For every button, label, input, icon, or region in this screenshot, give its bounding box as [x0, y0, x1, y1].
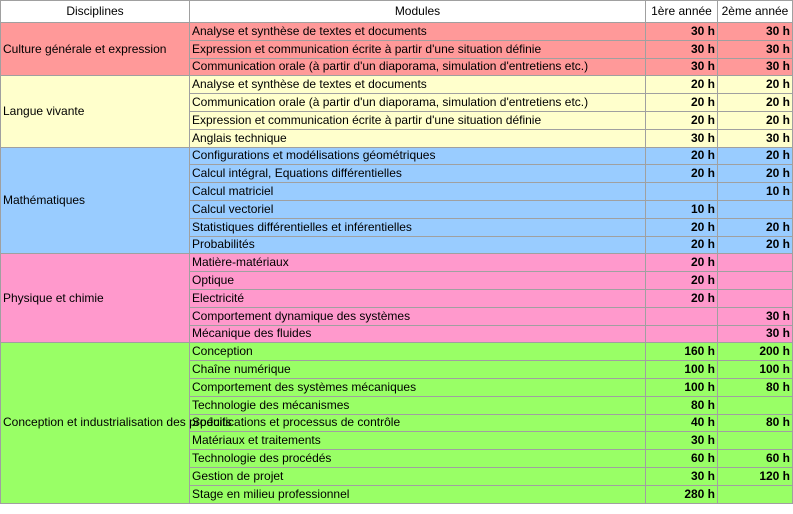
table-body — [1, 23, 793, 504]
table-row — [1, 343, 793, 361]
year2-hours-cell: 200 h — [718, 343, 793, 361]
year1-hours-cell — [646, 307, 718, 325]
year2-hours-cell: 100 h — [718, 361, 793, 379]
year1-hours-cell: 10 h — [646, 200, 718, 218]
year1-hours-cell — [646, 325, 718, 343]
year1-hours-cell: 20 h — [646, 94, 718, 112]
module-cell: Calcul vectoriel — [190, 200, 646, 218]
year1-hours-cell: 20 h — [646, 76, 718, 94]
module-cell: Comportement des systèmes mécaniques — [190, 378, 646, 396]
module-cell: Analyse et synthèse de textes et documents — [190, 23, 646, 41]
year1-hours-cell: 60 h — [646, 450, 718, 468]
year1-hours-cell: 30 h — [646, 58, 718, 76]
year2-hours-cell: 20 h — [718, 236, 793, 254]
table-row — [1, 147, 793, 165]
module-cell: Expression et communication écrite à partir d'une situation définie — [190, 111, 646, 129]
year1-hours-cell: 40 h — [646, 414, 718, 432]
module-cell: Comportement dynamique des systèmes — [190, 307, 646, 325]
module-cell: Matière-matériaux — [190, 254, 646, 272]
year1-hours-cell: 20 h — [646, 272, 718, 290]
module-cell: Gestion de projet — [190, 467, 646, 485]
discipline-cell: Conception et industrialisation des produits — [1, 343, 190, 503]
year1-hours-cell: 160 h — [646, 343, 718, 361]
module-cell: Conception — [190, 343, 646, 361]
module-cell: Communication orale (à partir d'un diaporama, simulation d'entretiens etc.) — [190, 94, 646, 112]
module-cell: Calcul matriciel — [190, 183, 646, 201]
year1-hours-cell: 20 h — [646, 289, 718, 307]
table-row — [1, 254, 793, 272]
year2-hours-cell: 30 h — [718, 325, 793, 343]
year2-hours-cell: 20 h — [718, 76, 793, 94]
discipline-cell: Langue vivante — [1, 76, 190, 147]
year1-hours-cell: 20 h — [646, 147, 718, 165]
year1-hours-cell: 20 h — [646, 236, 718, 254]
header-year2: 2ème année — [718, 1, 793, 23]
module-cell: Analyse et synthèse de textes et documents — [190, 76, 646, 94]
year2-hours-cell: 80 h — [718, 378, 793, 396]
year2-hours-cell — [718, 289, 793, 307]
module-cell: Expression et communication écrite à partir d'une situation définie — [190, 40, 646, 58]
year2-hours-cell: 20 h — [718, 111, 793, 129]
year2-hours-cell: 10 h — [718, 183, 793, 201]
module-cell: Configurations et modélisations géométriques — [190, 147, 646, 165]
year1-hours-cell: 20 h — [646, 111, 718, 129]
module-cell: Chaîne numérique — [190, 361, 646, 379]
year1-hours-cell: 20 h — [646, 254, 718, 272]
year1-hours-cell: 30 h — [646, 432, 718, 450]
module-cell: Probabilités — [190, 236, 646, 254]
year1-hours-cell: 30 h — [646, 23, 718, 41]
year1-hours-cell — [646, 183, 718, 201]
year2-hours-cell — [718, 272, 793, 290]
year2-hours-cell — [718, 485, 793, 503]
year2-hours-cell: 20 h — [718, 218, 793, 236]
year1-hours-cell: 100 h — [646, 361, 718, 379]
year2-hours-cell: 30 h — [718, 58, 793, 76]
table-row — [1, 23, 793, 41]
year1-hours-cell: 20 h — [646, 218, 718, 236]
year2-hours-cell: 80 h — [718, 414, 793, 432]
module-cell: Spécifications et processus de contrôle — [190, 414, 646, 432]
module-cell: Technologie des mécanismes — [190, 396, 646, 414]
module-cell: Technologie des procédés — [190, 450, 646, 468]
module-cell: Communication orale (à partir d'un diaporama, simulation d'entretiens etc.) — [190, 58, 646, 76]
year1-hours-cell: 280 h — [646, 485, 718, 503]
header-disciplines: Disciplines — [1, 1, 190, 23]
year2-hours-cell — [718, 200, 793, 218]
year1-hours-cell: 20 h — [646, 165, 718, 183]
header-row — [1, 1, 793, 23]
year2-hours-cell: 120 h — [718, 467, 793, 485]
module-cell: Electricité — [190, 289, 646, 307]
year1-hours-cell: 30 h — [646, 129, 718, 147]
year2-hours-cell: 30 h — [718, 23, 793, 41]
discipline-cell: Mathématiques — [1, 147, 190, 254]
module-cell: Stage en milieu professionnel — [190, 485, 646, 503]
module-cell: Statistiques différentielles et inférentielles — [190, 218, 646, 236]
year2-hours-cell — [718, 254, 793, 272]
year2-hours-cell: 20 h — [718, 165, 793, 183]
year2-hours-cell: 30 h — [718, 40, 793, 58]
module-cell: Mécanique des fluides — [190, 325, 646, 343]
module-cell: Optique — [190, 272, 646, 290]
module-cell: Matériaux et traitements — [190, 432, 646, 450]
year1-hours-cell: 80 h — [646, 396, 718, 414]
year2-hours-cell: 20 h — [718, 147, 793, 165]
year2-hours-cell: 30 h — [718, 307, 793, 325]
year2-hours-cell: 60 h — [718, 450, 793, 468]
module-cell: Calcul intégral, Equations différentielles — [190, 165, 646, 183]
year2-hours-cell: 30 h — [718, 129, 793, 147]
year1-hours-cell: 100 h — [646, 378, 718, 396]
header-year1: 1ère année — [646, 1, 718, 23]
header-modules: Modules — [190, 1, 646, 23]
discipline-cell: Culture générale et expression — [1, 23, 190, 76]
module-cell: Anglais technique — [190, 129, 646, 147]
discipline-cell: Physique et chimie — [1, 254, 190, 343]
year2-hours-cell: 20 h — [718, 94, 793, 112]
year1-hours-cell: 30 h — [646, 467, 718, 485]
year2-hours-cell — [718, 396, 793, 414]
table-row — [1, 76, 793, 94]
year2-hours-cell — [718, 432, 793, 450]
year1-hours-cell: 30 h — [646, 40, 718, 58]
